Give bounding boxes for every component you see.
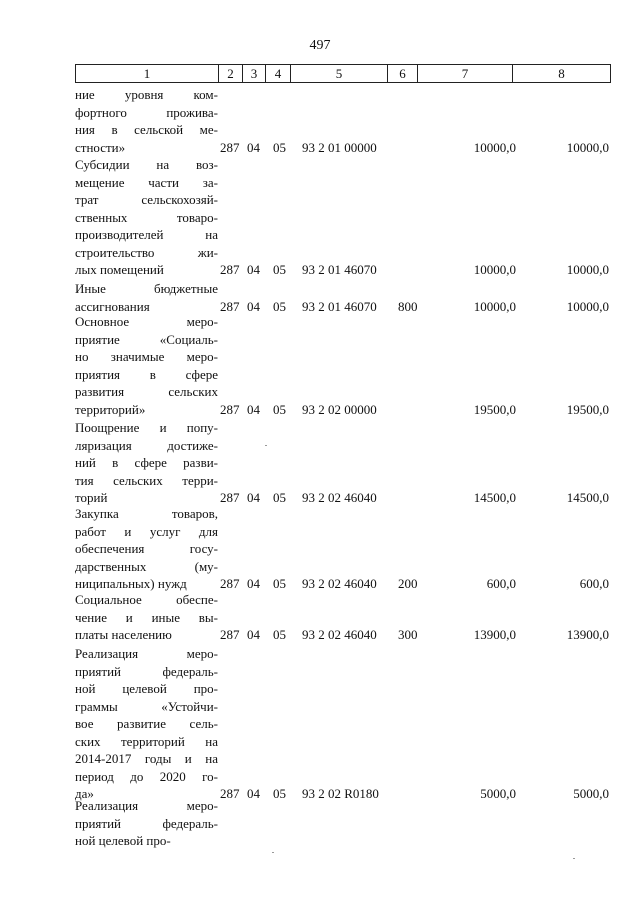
cell-c2: 287	[220, 298, 240, 314]
row-name	[75, 313, 218, 418]
cell-c3: 04	[247, 490, 260, 505]
table-header	[75, 64, 611, 83]
page-number: 497	[309, 38, 331, 53]
scan-speck	[265, 445, 267, 446]
row-name-line: развития сельских	[75, 384, 218, 399]
cell-c8: 13900,0	[566, 627, 609, 642]
row-name-line: фортного прожива-	[75, 104, 218, 120]
cell-c4: 05	[273, 490, 286, 505]
row-name-line: платы населению	[75, 627, 172, 642]
cell-c5: 93 2 02 00000	[302, 401, 377, 417]
cell-c4: 05	[273, 786, 286, 801]
cell-c2: 287	[220, 262, 240, 277]
cell-c3: 04	[247, 139, 260, 155]
row-name-line: приятий федераль-	[75, 663, 218, 679]
row-name-line: приятие «Социаль-	[75, 331, 218, 347]
cell-c5: 93 2 01 46070	[302, 262, 377, 277]
header-col-4: 4	[266, 65, 291, 82]
cell-c2: 287	[220, 139, 240, 155]
cell-c7: 10000,0	[473, 262, 516, 277]
cell-c5: 93 2 01 46070	[302, 298, 377, 314]
cell-c3: 04	[247, 262, 260, 277]
cell-c2: 287	[220, 786, 240, 801]
cell-c4: 05	[273, 298, 286, 314]
cell-c2: 287	[220, 627, 240, 642]
row-name-line: Социальное обеспе-	[75, 592, 218, 607]
cell-c7: 14500,0	[473, 490, 516, 505]
row-name-line: 2014-2017 годы и на	[75, 751, 218, 766]
row-name	[75, 156, 218, 279]
row-name-line: обеспечения госу-	[75, 541, 218, 556]
row-name-line: Реализация меро-	[75, 646, 218, 661]
cell-c6: 300	[398, 627, 418, 642]
row-name-line: трат сельскохозяй-	[75, 192, 218, 207]
row-name	[75, 505, 218, 593]
row-name-line: ственных товаро-	[75, 209, 218, 225]
row-name-line: мещение части за-	[75, 174, 218, 190]
row-name-line: ассигнования	[75, 298, 150, 314]
cell-c3: 04	[247, 786, 260, 801]
row-name-line: да»	[75, 786, 94, 801]
row-name	[75, 591, 218, 644]
row-name-line: торий	[75, 490, 108, 505]
row-name-line: ний в сфере разви-	[75, 455, 218, 470]
row-name-line: Реализация меро-	[75, 798, 218, 813]
cell-c7: 10000,0	[473, 298, 516, 314]
cell-c8: 10000,0	[566, 262, 609, 277]
row-name-line: период до 2020 го-	[75, 768, 218, 784]
cell-c8: 10000,0	[566, 139, 609, 155]
cell-c3: 04	[247, 298, 260, 314]
cell-c6: 200	[398, 576, 418, 591]
row-name-line: вое развитие сель-	[75, 716, 218, 731]
row-name-line: ния в сельской ме-	[75, 122, 218, 137]
row-name	[75, 419, 218, 507]
row-name	[75, 797, 218, 850]
row-name-line: дарственных (му-	[75, 558, 218, 574]
row-name-line: граммы «Устойчи-	[75, 698, 218, 714]
row-name-line: ние уровня ком-	[75, 87, 218, 102]
cell-c2: 287	[220, 576, 240, 591]
cell-c6: 800	[398, 298, 418, 314]
row-name-line: Поощрение и попу-	[75, 420, 218, 435]
cell-c2: 287	[220, 401, 240, 417]
cell-c4: 05	[273, 401, 286, 417]
header-col-8: 8	[558, 66, 565, 81]
header-col-7: 7	[418, 65, 513, 82]
row-name-line: ниципальных) нужд	[75, 576, 187, 591]
row-name-line: ной целевой про-	[75, 833, 171, 848]
row-name	[75, 86, 218, 156]
row-name-line: но значимые меро-	[75, 349, 218, 364]
cell-c5: 93 2 01 00000	[302, 139, 377, 155]
cell-c8: 5000,0	[573, 786, 609, 801]
row-name-line: приятий федераль-	[75, 815, 218, 831]
row-name-line: Закупка товаров,	[75, 506, 218, 521]
row-name	[75, 280, 218, 315]
cell-c4: 05	[273, 139, 286, 155]
cell-c8: 14500,0	[566, 490, 609, 505]
cell-c8: 19500,0	[566, 401, 609, 417]
scan-speck	[272, 852, 274, 853]
cell-c3: 04	[247, 576, 260, 591]
row-name-line: тия сельских терри-	[75, 472, 218, 488]
cell-c4: 05	[273, 627, 286, 642]
row-name-line: приятия в сфере	[75, 366, 218, 382]
row-name	[75, 645, 218, 803]
row-name-line: строительство жи-	[75, 244, 218, 260]
row-name-line: Иные бюджетные	[75, 281, 218, 296]
header-col-6: 6	[388, 65, 418, 82]
row-name-line: Основное меро-	[75, 314, 218, 329]
cell-c4: 05	[273, 576, 286, 591]
cell-c4: 05	[273, 262, 286, 277]
cell-c8: 10000,0	[566, 298, 609, 314]
cell-c7: 600,0	[486, 576, 516, 591]
cell-c5: 93 2 02 46040	[302, 576, 377, 591]
scan-speck	[573, 858, 575, 859]
cell-c7: 19500,0	[473, 401, 516, 417]
cell-c7: 5000,0	[480, 786, 516, 801]
header-col-5: 5	[291, 65, 388, 82]
header-col-3: 3	[243, 65, 266, 82]
cell-c7: 13900,0	[473, 627, 516, 642]
cell-c8: 600,0	[579, 576, 609, 591]
cell-c3: 04	[247, 627, 260, 642]
cell-c2: 287	[220, 490, 240, 505]
row-name-line: производителей на	[75, 227, 218, 242]
cell-c3: 04	[247, 401, 260, 417]
row-name-line: Субсидии на воз-	[75, 157, 218, 172]
cell-c5: 93 2 02 46040	[302, 490, 377, 505]
header-col-2: 2	[219, 65, 243, 82]
header-col-1: 1	[76, 65, 219, 82]
row-name-line: ских территорий на	[75, 733, 218, 749]
row-name-line: стности»	[75, 139, 126, 155]
cell-c5: 93 2 02 R0180	[302, 786, 379, 801]
row-name-line: ной целевой про-	[75, 681, 218, 696]
cell-c7: 10000,0	[473, 139, 516, 155]
row-name-line: лых помещений	[75, 262, 164, 277]
row-name-line: чение и иные вы-	[75, 609, 218, 625]
cell-c5: 93 2 02 46040	[302, 627, 377, 642]
row-name-line: работ и услуг для	[75, 523, 218, 539]
row-name-line: ляризация достиже-	[75, 437, 218, 453]
row-name-line: территорий»	[75, 401, 146, 417]
